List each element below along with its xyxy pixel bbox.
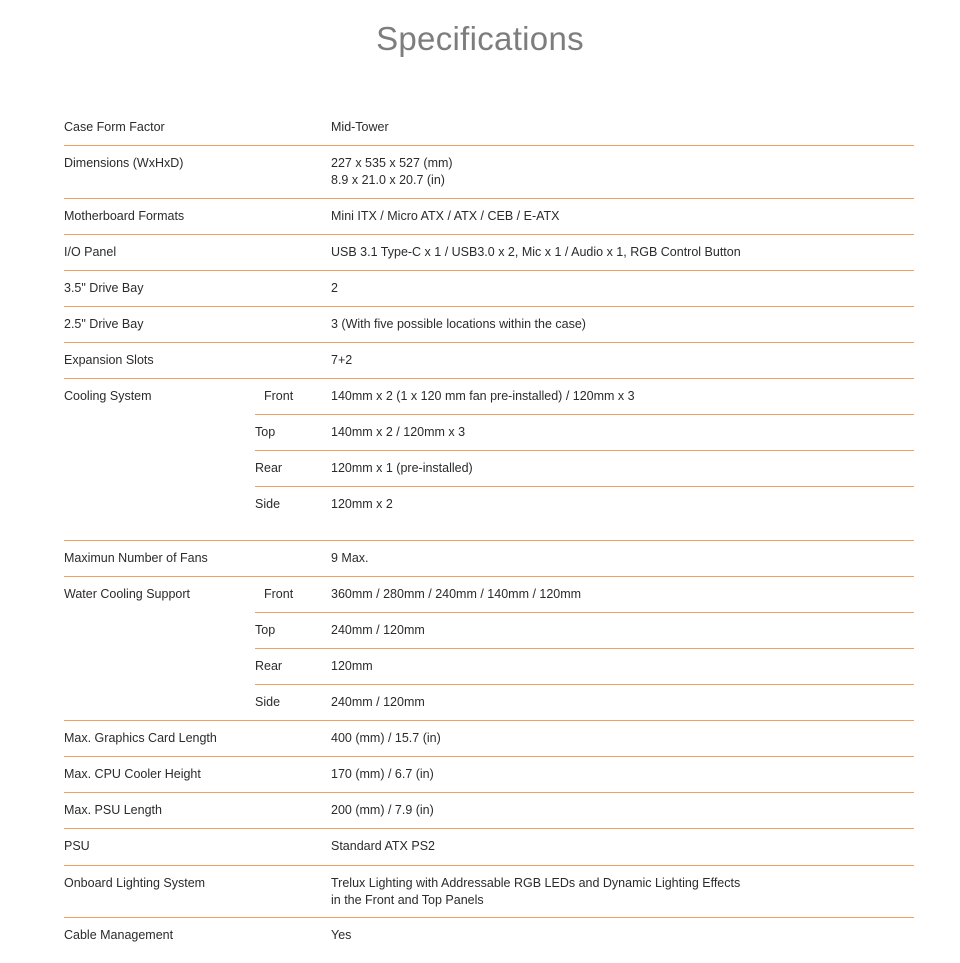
table-row (64, 487, 914, 541)
table-row (64, 685, 914, 721)
table-row (64, 721, 914, 757)
table-row (64, 613, 914, 649)
spec-sublabel: Front (264, 389, 294, 403)
spec-label: Onboard Lighting System (64, 876, 206, 890)
table-row (64, 271, 914, 307)
spec-sublabel: Top (255, 425, 276, 439)
spec-label: Max. Graphics Card Length (64, 731, 217, 745)
spec-value: 2 (331, 281, 338, 295)
table-row (64, 146, 914, 199)
spec-value: 140mm x 2 / 120mm x 3 (331, 425, 466, 439)
spec-label: Max. CPU Cooler Height (64, 767, 201, 781)
table-row (64, 307, 914, 343)
table-row (64, 757, 914, 793)
spec-value: 400 (mm) / 15.7 (in) (331, 731, 441, 745)
spec-sublabel: Front (264, 587, 294, 601)
table-row (64, 577, 914, 613)
spec-value: 120mm x 2 (331, 497, 393, 511)
spec-value: 7+2 (331, 353, 353, 367)
table-row (64, 235, 914, 271)
spec-sublabel: Side (255, 497, 281, 511)
spec-value: Yes (331, 928, 352, 942)
table-row (64, 415, 914, 451)
spec-value: 170 (mm) / 6.7 (in) (331, 767, 434, 781)
table-row (64, 829, 914, 866)
spec-label: Cable Management (64, 928, 174, 942)
table-row (64, 110, 914, 146)
spec-value: 3 (With five possible locations within the case) (331, 317, 586, 331)
spec-label: PSU (64, 839, 90, 853)
spec-label: 2.5" Drive Bay (64, 317, 144, 331)
spec-value: Mini ITX / Micro ATX / ATX / CEB / E-ATX (331, 209, 560, 223)
spec-value: 120mm x 1 (pre-installed) (331, 461, 473, 475)
spec-label: Maximun Number of Fans (64, 551, 208, 565)
table-row (64, 541, 914, 577)
spec-value: 240mm / 120mm (331, 623, 425, 637)
table-row (64, 451, 914, 487)
table-row (64, 379, 914, 415)
spec-label: Max. PSU Length (64, 803, 162, 817)
spec-value-line2: 8.9 x 21.0 x 20.7 (in) (331, 173, 445, 187)
spec-label: Case Form Factor (64, 120, 165, 134)
spec-label: Expansion Slots (64, 353, 154, 367)
spec-sublabel: Top (255, 623, 276, 637)
spec-sublabel: Side (255, 695, 281, 709)
page-title: Specifications (376, 20, 584, 57)
spec-label: 3.5" Drive Bay (64, 281, 144, 295)
table-row (64, 793, 914, 829)
spec-value: 140mm x 2 (1 x 120 mm fan pre-installed) / 120mm x 3 (331, 389, 635, 403)
spec-value: Mid-Tower (331, 120, 389, 134)
spec-value: 227 x 535 x 527 (mm) (331, 156, 453, 170)
spec-sublabel: Rear (255, 461, 283, 475)
table-row (64, 866, 914, 918)
spec-sublabel: Rear (255, 659, 283, 673)
spec-value: USB 3.1 Type-C x 1 / USB3.0 x 2, Mic x 1 / Audio x 1, RGB Control Button (331, 245, 741, 259)
table-row (64, 343, 914, 379)
table-row (64, 918, 914, 954)
spec-label: Cooling System (64, 389, 152, 403)
table-row (64, 649, 914, 685)
spec-value: 9 Max. (331, 551, 369, 565)
spec-value: 360mm / 280mm / 240mm / 140mm / 120mm (331, 587, 582, 601)
spec-value-line2: in the Front and Top Panels (331, 893, 484, 907)
spec-value: Standard ATX PS2 (331, 839, 435, 853)
spec-value: Trelux Lighting with Addressable RGB LEDs and Dynamic Lighting Effects (331, 876, 741, 890)
spec-label: Dimensions (WxHxD) (64, 156, 184, 170)
table-row (64, 199, 914, 235)
spec-label: Water Cooling Support (64, 587, 190, 601)
spec-value: 200 (mm) / 7.9 (in) (331, 803, 434, 817)
spec-value: 120mm (331, 659, 373, 673)
spec-label: Motherboard Formats (64, 209, 185, 223)
spec-value: 240mm / 120mm (331, 695, 425, 709)
spec-label: I/O Panel (64, 245, 117, 259)
